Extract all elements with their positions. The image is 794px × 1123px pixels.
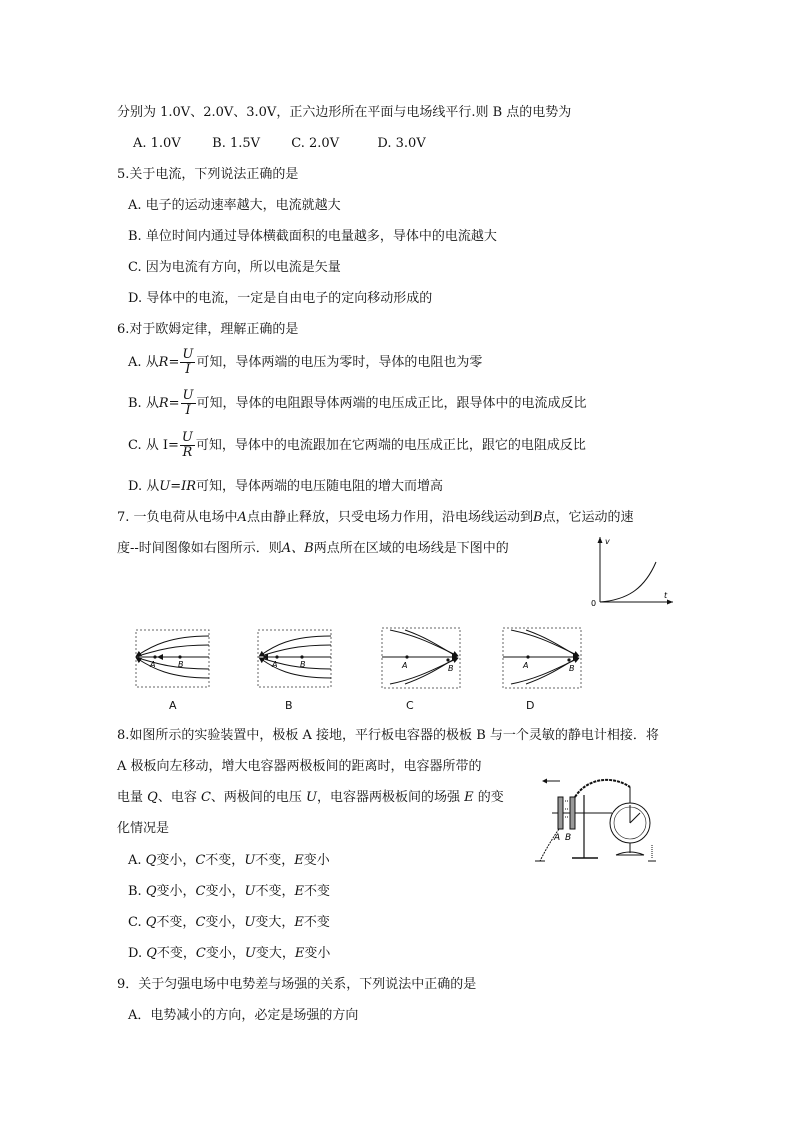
q5-option-c: C. 因为电流有方向，所以电流是矢量 <box>128 260 341 275</box>
q7-line2: 度--时间图像如右图所示．则A、B两点所在区域的电场线是下图中的 <box>117 541 509 556</box>
field-diagram-b <box>258 630 331 687</box>
q6-b-fraction: $\frac{U}{I}$ <box>182 388 194 418</box>
capacitor-apparatus-figure <box>532 773 662 868</box>
q6-a-fraction: $\frac{U}{I}$ <box>182 347 194 377</box>
svg-text:A: A <box>150 660 156 669</box>
svg-text:A: A <box>554 833 561 843</box>
q8-line4: 化情况是 <box>117 821 170 836</box>
choice-label-c: C <box>406 699 414 712</box>
q8-line2: A 极板向左移动，增大电容器两极板间的距离时，电容器所带的 <box>117 759 482 774</box>
velocity-time-graph <box>588 532 678 612</box>
choice-label-d: D <box>526 699 535 712</box>
q4-options <box>133 135 426 153</box>
q9-stem: 9．关于匀强电场中电势差与场强的关系，下列说法中正确的是 <box>117 977 477 992</box>
svg-text:B: B <box>569 664 575 673</box>
q6-option-d: D. 从U=IR可知，导体两端的电压随电阻的增大而增高 <box>128 479 444 494</box>
field-line-diagrams <box>130 626 590 696</box>
q4-option-a: A. 1.0V <box>133 136 181 151</box>
q6-option-b: B. 从R= $\frac{U}{I}$ 可知，导体的电阻跟导体两端的电压成正比，跟导体中的电流成反比 <box>128 388 587 418</box>
q8-option-c: C. Q不变，C变小，U变大，E不变 <box>128 915 330 930</box>
q5-stem: 5.关于电流，下列说法正确的是 <box>117 167 299 182</box>
q8-option-a: A. Q变小，C不变，U不变，E变小 <box>128 853 330 868</box>
field-diagram-d <box>503 628 581 688</box>
q4-option-c: C. 2.0V <box>291 136 340 151</box>
svg-text:A: A <box>523 661 529 670</box>
choice-label-b: B <box>285 699 293 712</box>
svg-text:A: A <box>402 661 408 670</box>
field-diagram-a <box>136 630 209 687</box>
q9-option-a: A．电势减小的方向，必定是场强的方向 <box>128 1008 359 1023</box>
q6-stem: 6.对于欧姆定律，理解正确的是 <box>117 322 299 337</box>
q5-option-b: B. 单位时间内通过导体横截面积的电量越多，导体中的电流越大 <box>128 229 497 244</box>
q6-option-c: C. 从 I= $\frac{U}{R}$ 可知，导体中的电流跟加在它两端的电压成正比，跟它的电阻成反比 <box>128 430 586 460</box>
svg-text:B: B <box>565 833 572 843</box>
q6-option-a: A. 从R= $\frac{U}{I}$ 可知，导体两端的电压为零时，导体的电阻也为零 <box>128 347 483 377</box>
svg-text:B: B <box>178 660 184 669</box>
choice-label-a: A <box>169 699 177 712</box>
q8-line3: 电量 Q、电容 C、两极间的电压 U，电容器两极板间的场强 E 的变 <box>117 790 504 805</box>
q8-option-b: B. Q变小，C变小，U不变，E不变 <box>128 884 330 899</box>
q5-option-d: D. 导体中的电流，一定是自由电子的定向移动形成的 <box>128 291 433 306</box>
q4-option-d: D. 3.0V <box>377 136 426 151</box>
q6-c-fraction: $\frac{U}{R}$ <box>181 430 193 460</box>
q5-option-a: A. 电子的运动速率越大，电流就越大 <box>128 198 341 213</box>
field-diagram-c <box>382 628 460 688</box>
graph-t-label: t <box>664 591 668 600</box>
q8-option-d: D. Q不变，C变小，U变大，E变小 <box>128 946 331 961</box>
svg-text:B: B <box>448 664 454 673</box>
svg-text:A: A <box>272 660 278 669</box>
graph-v-label: v <box>605 537 610 546</box>
q7-line1: 7. 一负电荷从电场中A点由静止释放，只受电场力作用，沿电场线运动到B点，它运动的速 <box>117 510 634 525</box>
q4-tail: 分别为 1.0V、2.0V、3.0V，正六边形所在平面与电场线平行.则 B 点的电势为 <box>117 105 572 120</box>
svg-text:B: B <box>300 660 306 669</box>
q8-line1: 8.如图所示的实验装置中，极板 A 接地，平行板电容器的极板 B 与一个灵敏的静电计相接．将 <box>117 728 659 743</box>
q4-option-b: B. 1.5V <box>212 136 261 151</box>
graph-origin-label: 0 <box>591 599 597 608</box>
